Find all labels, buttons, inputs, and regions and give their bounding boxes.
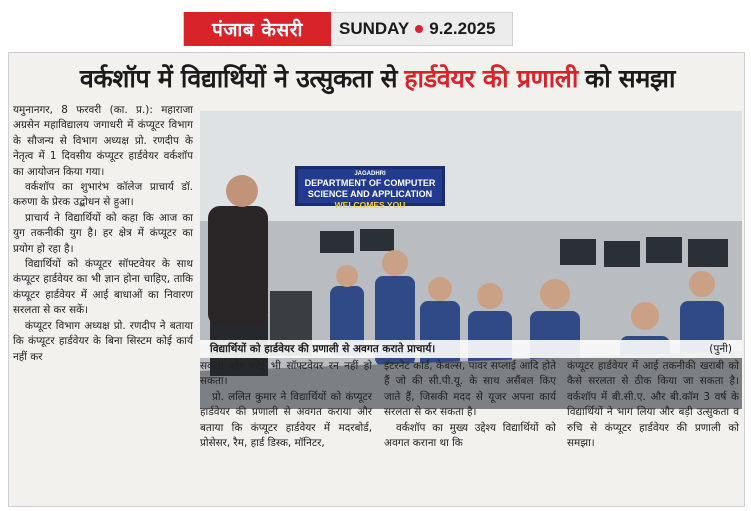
- photo-caption: [200, 340, 742, 358]
- article-column-1: [13, 103, 193, 365]
- edition-date: 9.2.2025: [429, 19, 496, 38]
- article-column-2: [200, 359, 372, 451]
- headline-part1: वर्कशॉप में विद्यार्थियों ने उत्सुकता से: [79, 64, 398, 93]
- article-paragraph: प्रो. ललित कुमार ने विद्यार्थियों को कंप्यूटर हार्डवेयर की प्रणाली से अवगत कराया और बताया कि कंप्यूटर हार्डवेयर में मदरबोर्ड, प्रोसेसर, रैम, हार्ड डिस्क, मॉनिटर,: [200, 390, 372, 450]
- caption-text: विद्यार्थियों को हार्डवेयर की प्रणाली से अवगत कराते प्राचार्य।: [210, 343, 436, 355]
- headline-highlight: हार्डवेयर की प्रणाली: [404, 64, 579, 93]
- edition-day: SUNDAY: [339, 19, 410, 38]
- article-paragraph: इंटरनेट कार्ड, केबल्स, पावर सप्लाई आदि होते हैं जो की सी.पी.यू. के साथ असैंबल किए जाते हैं, जिसकी मदद से यूजर अपना कार्य सरलता से कर सकता है।: [384, 360, 556, 419]
- photo-credit: (पुनी): [709, 343, 732, 355]
- article-paragraph: वर्कशॉप का शुभारंभ कॉलेज प्राचार्य डॉ. करुणा के प्रेरक उद्बोधन से हुआ।: [13, 181, 193, 209]
- department-banner: [295, 166, 445, 210]
- article-paragraph: कंप्यूटर विभाग अध्यक्ष प्रो. रणदीप ने बताया कि कंप्यूटर हार्डवेयर के बिना सिस्टम कोई कार्य नहीं कर: [13, 319, 193, 363]
- separator-dot-icon: [415, 25, 423, 33]
- headline-part3: को समझा: [585, 64, 676, 93]
- news-clipping: [8, 52, 745, 507]
- article-paragraph: प्राचार्य ने विद्यार्थियों को कहा कि आज का युग तकनीकी युग है। हर क्षेत्र में कंप्यूटर का प्रयोग हो रहा है।: [13, 211, 193, 255]
- article-column-3: [384, 359, 556, 451]
- article-paragraph: कंप्यूटर हार्डवेयर में आई तकनीकी खराबी को कैसे सरलता से ठीक किया जा सकता है। वर्कशॉप में बी.सी.ए. और बी.कॉम 3 वर्ष के विद्यार्थियों ने भाग लिया और बड़ी उत्सुकता व रुचि से कंप्यूटर हार्डवेयर की प्रणाली को समझा।: [567, 360, 739, 450]
- newspaper-logo: पंजाब केसरी: [184, 12, 331, 46]
- article-paragraph: सकता और कोई भी सॉफ्टवेयर रन नहीं हो सकता।: [200, 360, 372, 388]
- article-column-4: [567, 359, 739, 451]
- article-paragraph: वर्कशॉप का मुख्य उद्देश्य विद्यार्थियों को अवगत कराना था कि: [384, 421, 556, 450]
- banner-line-1: DEPARTMENT OF COMPUTER: [304, 178, 436, 188]
- banner-line-2: SCIENCE AND APPLICATION: [307, 189, 433, 199]
- article-paragraph: यमुनानगर, 8 फरवरी (का. प्र.): महाराजा अग्रसेन महाविद्यालय जगाधरी में कंप्यूटर विभाग के सौजन्य से विभाग अध्यक्ष प्रो. रणदीप के नेतृत्व में 1 दिवसीय कंप्यूटर हार्डवेयर वर्कशॉप का आयोजन किया गया।: [13, 104, 193, 178]
- newspaper-masthead: [183, 12, 513, 46]
- banner-top: JAGADHRI: [354, 171, 386, 177]
- article-paragraph: विद्यार्थियों को कंप्यूटर सॉफ्टवेयर के साथ कंप्यूटर हार्डवेयर का भी ज्ञान होना चाहिए, ताकि कंप्यूटर हार्डवेयर में आई बाधाओं का निवारण सरलता से कर सकें।: [13, 258, 193, 317]
- headline: [9, 55, 746, 101]
- banner-line-3: WELCOMES YOU: [334, 200, 406, 210]
